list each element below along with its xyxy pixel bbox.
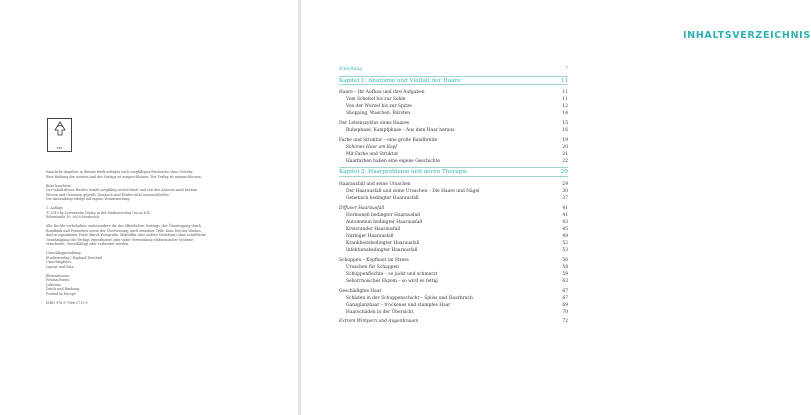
toc-entry[interactable] xyxy=(339,272,568,278)
toc-entry-title: Kapitel 2: Haarprobleme und deren Therapie xyxy=(339,169,468,176)
toc-entry[interactable] xyxy=(339,67,568,73)
toc-entry[interactable] xyxy=(339,319,568,325)
imprint-paragraph xyxy=(46,251,268,269)
chapter-rule xyxy=(339,176,568,177)
imprint-paragraph xyxy=(46,301,268,306)
toc-entry[interactable] xyxy=(339,182,568,188)
toc-entry[interactable] xyxy=(339,258,568,264)
toc-page-number: 29 xyxy=(560,169,568,176)
tree-icon xyxy=(53,121,67,136)
toc-title: INHALTSVERZEICHNIS xyxy=(683,30,811,41)
toc-entry-title: Kreisrunder Haarausfall xyxy=(346,226,401,232)
toc-page-number: 70 xyxy=(562,309,568,315)
toc-page-number: 30 xyxy=(562,189,568,194)
imprint-line: Alle Rechte vorbehalten, insbesondere die des öffentlichen Vortrags, der Übertragung durch xyxy=(46,224,202,228)
imprint-page xyxy=(0,0,299,415)
toc-page-number: 11 xyxy=(560,77,568,84)
toc-page-number: 12 xyxy=(562,104,568,110)
toc-page-number: 41 xyxy=(562,212,568,218)
toc-entry-title: Ruhephase, Kampfphase – Aus dem Haar heraus xyxy=(346,128,455,133)
toc-page-number: 11 xyxy=(562,90,568,96)
toc-entry[interactable] xyxy=(339,152,568,158)
imprint-text xyxy=(46,170,268,310)
imprint-paragraph xyxy=(46,170,268,179)
toc-entry[interactable] xyxy=(339,265,568,271)
imprint-line: Illustrationen: xyxy=(46,273,70,278)
toc-entry-title: Schönes Haar am Kopf xyxy=(346,144,397,150)
toc-page-number: 22 xyxy=(562,158,568,164)
imprint-line: Lektorat: xyxy=(46,282,62,287)
toc-page-number: 59 xyxy=(562,271,568,277)
toc-page-number: 15 xyxy=(562,120,568,126)
imprint-line: Druck und Bindung: xyxy=(46,287,80,291)
toc-page-number: 20 xyxy=(562,144,568,150)
imprint-line: © 2019 by Löwenzahn Verlag in der Studienverlag Ges.m.b.H. xyxy=(46,210,151,215)
imprint-line: Printed in Europe xyxy=(46,291,76,296)
toc-entry[interactable] xyxy=(339,241,568,247)
toc-entry[interactable] xyxy=(339,289,568,295)
toc-entry-title: Von der Wurzel bis zur Spitze xyxy=(346,104,412,110)
fsc-logo xyxy=(47,118,72,152)
toc-entry-title: Vom Scheitel bis zur Sohle xyxy=(346,97,406,103)
toc-entry-title: Shopping, Waschen, Bürsten xyxy=(346,111,411,117)
toc-page-number: 72 xyxy=(562,319,568,325)
toc-entry[interactable] xyxy=(339,104,568,110)
toc-entry-title: Haarschäden in der Übersicht xyxy=(346,309,414,315)
toc-page-number: 43 xyxy=(562,219,568,225)
toc-entry[interactable] xyxy=(339,145,568,151)
imprint-line: Eine Haftung der Autorin und des Verlags ist ausgeschlossen. Der Verlag ist ausgeschlossen. xyxy=(46,174,202,179)
toc-page-number: 69 xyxy=(562,302,568,308)
toc-entry-title: Geschädigtes Haar xyxy=(339,288,382,294)
toc-entry[interactable] xyxy=(339,90,568,96)
toc-entry[interactable] xyxy=(339,227,568,233)
imprint-line: Sämtliche Angaben in diesem Werk erfolgen nach sorgfältiger Recherche ohne Gewähr. xyxy=(46,170,194,174)
toc-entry-title: Haare – Ihr Aufbau und ihre Aufgaben xyxy=(339,90,425,96)
toc-page-number: 58 xyxy=(562,264,568,270)
toc-page-number: 16 xyxy=(562,128,568,133)
imprint-line: Umschlaggestaltung: xyxy=(46,251,82,255)
toc-entry-title: Ursachen für Schuppen xyxy=(346,264,399,270)
imprint-paragraph xyxy=(46,206,268,220)
toc-entry[interactable] xyxy=(339,159,568,165)
toc-chapter[interactable] xyxy=(339,169,568,175)
imprint-line: Die Anwendung erfolgt auf eigene Verantwortung. xyxy=(46,197,131,201)
imprint-line: darf in irgendeiner Form (durch Fotografie, Mikrofilm oder andere Verfahren) ohne schriftliche xyxy=(46,233,206,237)
toc-entry[interactable] xyxy=(339,97,568,103)
toc-entry[interactable] xyxy=(339,111,568,117)
toc-entry-title: Schuppenflechte – so juckt und schmerzt xyxy=(346,271,438,277)
imprint-line: verarbeitet, vervielfältigt oder verbreitet werden. xyxy=(46,242,130,246)
imprint-paragraph xyxy=(46,184,268,202)
toc-entry-title: Farbe und Struktur – eine große Bandbreite xyxy=(339,137,438,143)
imprint-line: Rundfunk und Fernsehen sowie der Übersetzung, auch einzelner Teile. Kein Teil des Werkes xyxy=(46,228,201,233)
imprint-line: Wissen und Gewissen geprüft. Dennoch sind Fehler nicht auszuschließen. xyxy=(46,192,170,197)
imprint-line: Bitte beachten: xyxy=(46,183,72,188)
toc-entry[interactable] xyxy=(339,196,568,202)
toc-page-number: 63 xyxy=(562,279,568,284)
toc-entry-title: Narbiger Haarausfall xyxy=(346,234,394,239)
toc-entry-title: Der Lebenszyklus eines Haares xyxy=(339,120,410,126)
toc-chapter[interactable] xyxy=(339,78,568,84)
toc-entry-title: Autoimmun bedingter Haarausfall xyxy=(346,219,423,225)
toc-entry[interactable] xyxy=(339,213,568,219)
toc-entry[interactable] xyxy=(339,279,568,285)
toc-page-number: 49 xyxy=(562,234,568,239)
imprint-line: Fotonachweis: xyxy=(46,278,71,282)
toc-page-number: 29 xyxy=(562,181,568,187)
imprint-line: Der Inhalt dieses Buches wurde sorgfältig recherchiert und von den Autoren nach bestem xyxy=(46,188,198,192)
toc-entry[interactable] xyxy=(339,296,568,302)
chapter-rule xyxy=(339,84,568,85)
toc-page-number: 67 xyxy=(562,295,568,301)
toc-entry-title: Seborrhoisches Ekzem – so wird es fettig xyxy=(346,279,438,284)
toc-entry-title: Diffuser Haarausfall xyxy=(339,205,385,211)
toc-entry-title: Mit Farbe und Struktur xyxy=(346,151,399,157)
toc-page-number: 37 xyxy=(562,196,568,202)
toc-entry-title: Haarausfall und seine Ursachen xyxy=(339,181,411,187)
imprint-paragraph xyxy=(46,224,268,247)
imprint-line: Erlerstraße 10, 6020 Innsbruck xyxy=(46,215,99,219)
imprint-line: ISBN 978-3-7066-2713-0 xyxy=(46,300,88,305)
toc-entry[interactable] xyxy=(339,234,568,240)
toc-entry-title: Einleitung xyxy=(339,67,363,72)
imprint-line: Umschlagfotos: xyxy=(46,260,73,264)
toc-page-number: 11 xyxy=(562,97,568,103)
toc-entry-title: Ganzglanzhaar – trockenes und stumpfes Haar xyxy=(346,302,451,308)
toc-page-number: 56 xyxy=(562,257,568,263)
toc-page-number: 14 xyxy=(562,111,568,117)
imprint-line: Genehmigung des Verlags reproduziert oder unter Verwendung elektronischer Systeme xyxy=(46,237,194,242)
toc-entry[interactable] xyxy=(339,220,568,226)
toc-page-number: 45 xyxy=(562,226,568,232)
toc-page-number: 52 xyxy=(562,241,568,247)
toc-page-number: 7 xyxy=(565,67,568,72)
chapter-rule xyxy=(339,76,568,77)
toc-entry-title: Schäden in der Schuppenschicht – Spliss und Haarbruch xyxy=(346,295,473,301)
imprint-line: Layout und Satz: xyxy=(46,264,75,269)
fsc-code: FSC xyxy=(56,146,63,150)
toc-entry[interactable] xyxy=(339,121,568,127)
imprint-paragraph xyxy=(46,274,268,297)
toc-entry[interactable] xyxy=(339,310,568,316)
toc-entry[interactable] xyxy=(339,248,568,254)
toc-entry[interactable] xyxy=(339,189,568,195)
chapter-rule xyxy=(339,167,568,168)
toc-entry[interactable] xyxy=(339,206,568,212)
toc-page-number: 53 xyxy=(562,248,568,254)
toc-entry[interactable] xyxy=(339,138,568,144)
toc-entry-title: Der Haarausfall und seine Ursachen – Die Haare und Nägel xyxy=(346,189,480,194)
toc-entry-title: Haarfarben haben eine eigene Geschichte xyxy=(346,158,440,164)
toc-entry-title: Genetisch bedingter Haarausfall xyxy=(346,196,419,202)
toc-page-number: 67 xyxy=(562,288,568,294)
toc-entry[interactable] xyxy=(339,303,568,309)
imprint-line: 1. Auflage xyxy=(46,206,63,210)
toc-entry-title: Kapitel 1: Anatomie und Vielfalt der Haare xyxy=(339,77,461,84)
toc-page-number: 19 xyxy=(562,137,568,143)
toc-page-number: 21 xyxy=(562,151,568,157)
toc-entry[interactable] xyxy=(339,128,568,134)
toc-entry-title: Krankheitsbedingter Haarausfall xyxy=(346,241,420,247)
toc-entry-title: Schuppen – Kopfhaut im Stress xyxy=(339,257,409,263)
toc-entry-title: Infektionsbedingter Haarausfall xyxy=(346,248,418,254)
toc-page-number: 41 xyxy=(562,205,568,211)
imprint-line: Studienverlag / Raphael Drechsel xyxy=(46,255,103,260)
toc-entry-title: Extrem Wimpern und Augenbrauen xyxy=(339,319,419,325)
toc-entry-title: Hormonell bedingter Haarausfall xyxy=(346,212,421,218)
